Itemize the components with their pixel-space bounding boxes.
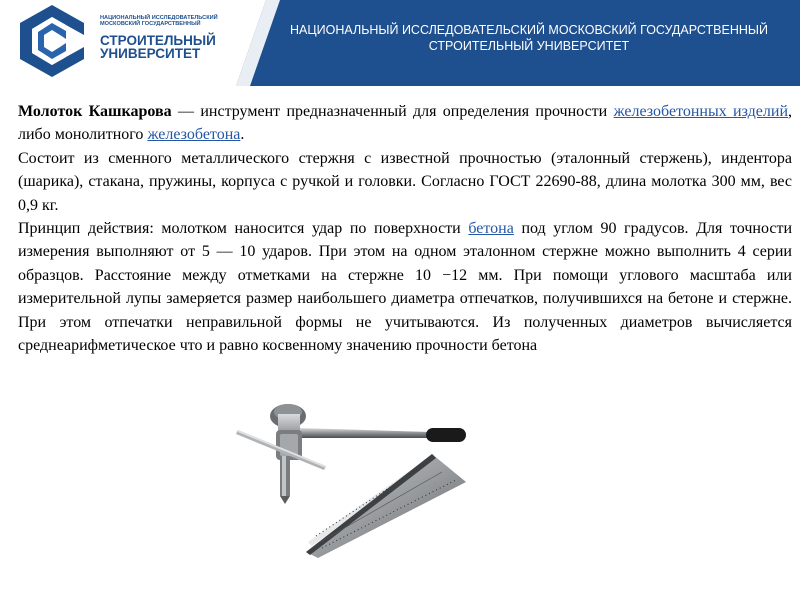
banner-title: НАЦИОНАЛЬНЫЙ ИССЛЕДОВАТЕЛЬСКИЙ МОСКОВСКИЙ ГОСУДАРСТВЕННЫЙ СТРОИТЕЛЬНЫЙ УНИВЕРСИТЕТ (290, 23, 768, 53)
term-kashkarov-hammer: Молоток Кашкарова (18, 103, 172, 120)
link-concrete[interactable]: бетона (468, 220, 514, 238)
article-body (18, 100, 792, 357)
title-banner (236, 0, 800, 86)
paragraph-composition: Состоит из сменного металлического стержня с известной прочностью (эталонный стержень), индентора (шарика), стакана, пружины, корпуса с ручкой и головки. Согласно ГОСТ 22690-88, длина молотка 300 мм, вес 0,9 кг. (18, 149, 792, 214)
link-reinforced-concrete-products[interactable]: железобетонных изделий (613, 103, 789, 120)
university-logo[interactable] (14, 5, 254, 77)
hammer-and-scale-image (236, 392, 468, 558)
logo-subtitle: НАЦИОНАЛЬНЫЙ ИССЛЕДОВАТЕЛЬСКИЙ МОСКОВСКИЙ ГОСУДАРСТВЕННЫЙ (100, 15, 218, 28)
paragraph-definition (18, 100, 792, 147)
paragraph-principle (18, 217, 792, 357)
principle-rest: под углом 90 градусов. Для точности измерения выполняют от 5 — 10 ударов. При этом на одном эталонном стержне можно выполнить 4 серии образцов. Расстояние между отметками на стержне 10 −12 мм. При помощи углового масштаба или измерительной лупы замеряется размер наибольшего диаметра отпечатков, получившихся на бетоне и стержне. При этом отпечатки неправильной формы не учитываются. Из полученных диаметров вычисляется среднеарифметическое что и равно косвенному значению прочности бетона (18, 220, 793, 355)
principle-start: Принцип действия: молотком наносится удар по поверхности (18, 220, 469, 238)
kashkarov-hammer-photo (236, 392, 468, 558)
definition-text: — инструмент предназначенный для определения прочности (171, 103, 614, 120)
definition-mid: , либо монолитного (18, 103, 793, 144)
definition-end: . (240, 126, 245, 144)
link-reinforced-concrete[interactable]: железобетона (147, 126, 241, 144)
header (0, 0, 800, 86)
logo-title: СТРОИТЕЛЬНЫЙ УНИВЕРСИТЕТ (100, 33, 216, 61)
logo-c-icon (14, 5, 94, 77)
